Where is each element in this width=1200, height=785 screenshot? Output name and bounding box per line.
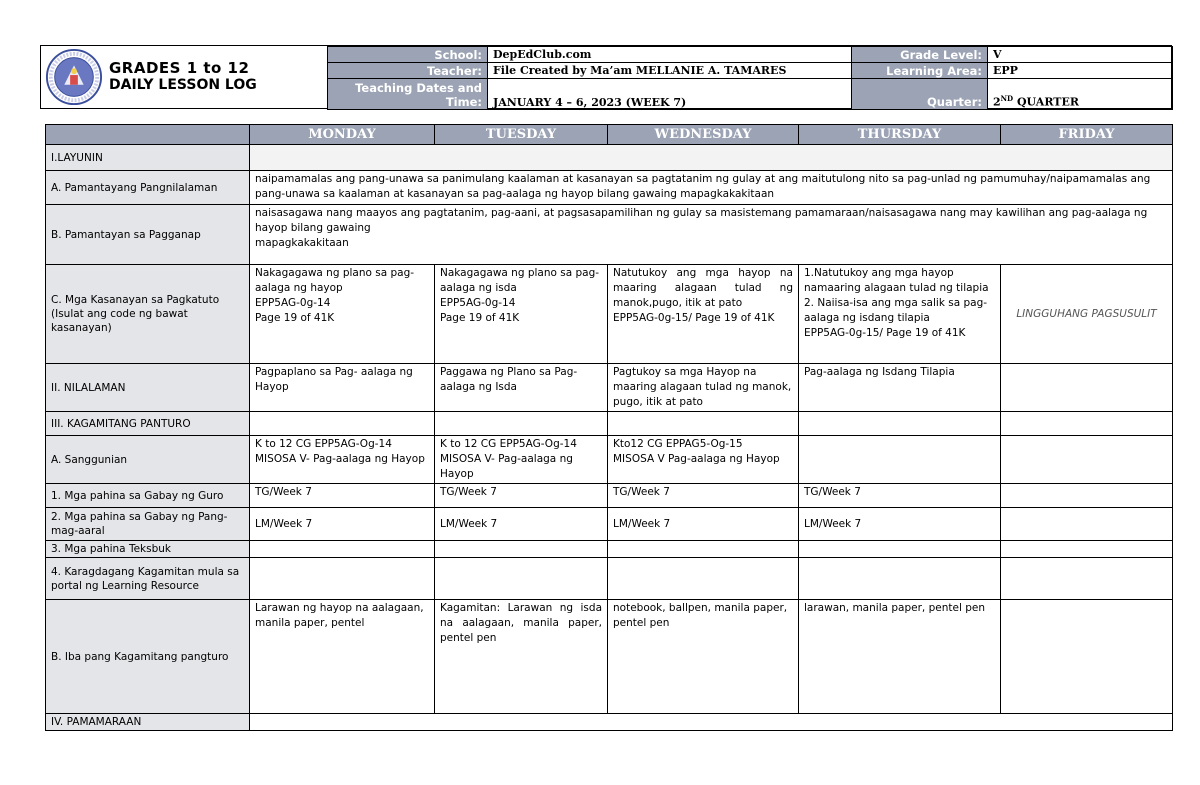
lesson-grid <box>45 124 1173 731</box>
kagamitan-tuesday <box>435 412 608 436</box>
portal-label: 4. Karagdagang Kagamitan mula sa portal ng Learning Resource <box>46 558 250 600</box>
teksbuk-tuesday <box>435 541 608 558</box>
kasanayan-tuesday: Nakagagawa ng plano sa pag-aalaga ng isda EPP5AG-0g-14 Page 19 of 41K <box>435 265 608 364</box>
guro-friday <box>1001 484 1173 508</box>
row-pamamaraan <box>46 714 1173 731</box>
day-tuesday: TUESDAY <box>435 125 608 145</box>
teksbuk-label: 3. Mga pahina Teksbuk <box>46 541 250 558</box>
school-label: School: <box>328 47 488 63</box>
magaaral-friday <box>1001 508 1173 541</box>
row-layunin <box>46 145 1173 171</box>
kasanayan-thursday: 1.Natutukoy ang mga hayop namaaring alagaan tulad ng tilapia 2. Naiisa-isa ang mga salik sa pag-aalaga ng isdang tilapia EPP5AG-0g-15/ Page 19 of 41K <box>799 265 1001 364</box>
row-pamantayang <box>46 171 1173 205</box>
iba-monday: Larawan ng hayop na aalagaan, manila paper, pentel <box>250 600 435 714</box>
layunin-content <box>250 145 1173 171</box>
info-table <box>327 46 1173 110</box>
iba-label: B. Iba pang Kagamitang pangturo <box>46 600 250 714</box>
magaaral-thursday: LM/Week 7 <box>799 508 1001 541</box>
pamamaraan-content <box>250 714 1173 731</box>
magaaral-tuesday: LM/Week 7 <box>435 508 608 541</box>
pamantayang-text: naipamamalas ang pang-unawa sa panimulang kaalaman at kasanayan sa pagtatanim ng gulay at ang maitutulong nito sa pag-unlad ng pamumuhay/naipamamalas ang pang-unawa sa kaalaman at kasanayan sa pag-aalaga ng hayop bilang gawaing mapagkakakitaan <box>250 171 1173 205</box>
row-nilalaman <box>46 364 1173 412</box>
deped-seal-icon <box>45 48 103 106</box>
day-monday: MONDAY <box>250 125 435 145</box>
sanggunian-label: A. Sanggunian <box>46 436 250 484</box>
corner-cell <box>46 125 250 145</box>
lesson-log-header <box>40 45 1172 109</box>
portal-friday <box>1001 558 1173 600</box>
area-value: EPP <box>988 63 1173 79</box>
kagamitan-friday <box>1001 412 1173 436</box>
dates-label-line1: Teaching Dates and <box>355 81 482 95</box>
title-line-1: GRADES 1 to 12 <box>109 59 250 77</box>
guro-thursday: TG/Week 7 <box>799 484 1001 508</box>
guro-wednesday: TG/Week 7 <box>608 484 799 508</box>
iba-friday <box>1001 600 1173 714</box>
row-pagganap <box>46 205 1173 265</box>
row-sanggunian <box>46 436 1173 484</box>
brand-block <box>41 46 327 108</box>
sanggunian-tuesday: K to 12 CG EPP5AG-Og-14 MISOSA V- Pag-aalaga ng Hayop <box>435 436 608 484</box>
pamamaraan-label: IV. PAMAMARAAN <box>46 714 250 731</box>
portal-wednesday <box>608 558 799 600</box>
area-label: Learning Area: <box>852 63 988 79</box>
row-guro <box>46 484 1173 508</box>
row-portal <box>46 558 1173 600</box>
teksbuk-friday <box>1001 541 1173 558</box>
quarter-label: Quarter: <box>852 79 988 110</box>
nilalaman-monday: Pagpaplano sa Pag- aalaga ng Hayop <box>250 364 435 412</box>
magaaral-wednesday: LM/Week 7 <box>608 508 799 541</box>
kagamitan-wednesday <box>608 412 799 436</box>
row-kasanayan <box>46 265 1173 364</box>
teacher-label: Teacher: <box>328 63 488 79</box>
kagamitan-monday <box>250 412 435 436</box>
kagamitan-thursday <box>799 412 1001 436</box>
pagganap-label: B. Pamantayan sa Pagganap <box>46 205 250 265</box>
layunin-label: I.LAYUNIN <box>46 145 250 171</box>
kasanayan-friday: LINGGUHANG PAGSUSULIT <box>1001 265 1173 364</box>
guro-label: 1. Mga pahina sa Gabay ng Guro <box>46 484 250 508</box>
dates-label <box>328 79 488 110</box>
magaaral-monday: LM/Week 7 <box>250 508 435 541</box>
row-kagamitan <box>46 412 1173 436</box>
quarter-value <box>988 79 1173 110</box>
day-friday: FRIDAY <box>1001 125 1173 145</box>
pagganap-text: naisasagawa nang maayos ang pagtatanim, pag-aani, at pagsasapamilihan ng gulay sa masistemang pamamaraan/naisasagawa nang may kawilihan ang pag-aalaga ng hayop bilang gawaing mapagkakakitaan <box>250 205 1173 265</box>
guro-tuesday: TG/Week 7 <box>435 484 608 508</box>
teksbuk-thursday <box>799 541 1001 558</box>
row-magaaral <box>46 508 1173 541</box>
teksbuk-monday <box>250 541 435 558</box>
quarter-num: 2 <box>993 96 1001 109</box>
quarter-rest: QUARTER <box>1013 96 1079 109</box>
day-header-row <box>46 125 1173 145</box>
magaaral-label: 2. Mga pahina sa Gabay ng Pang-mag-aaral <box>46 508 250 541</box>
nilalaman-friday <box>1001 364 1173 412</box>
sanggunian-thursday <box>799 436 1001 484</box>
portal-thursday <box>799 558 1001 600</box>
kasanayan-wednesday: Natutukoy ang mga hayop na maaring alagaan tulad ng manok,pugo, itik at pato EPP5AG-0g-15/ Page 19 of 41K <box>608 265 799 364</box>
row-iba <box>46 600 1173 714</box>
dates-label-line2: Time: <box>445 95 482 109</box>
iba-tuesday: Kagamitan: Larawan ng isda na aalagaan, manila paper, pentel pen <box>435 600 608 714</box>
school-value: DepEdClub.com <box>488 47 852 63</box>
sanggunian-wednesday: Kto12 CG EPPAG5-Og-15 MISOSA V Pag-aalaga ng Hayop <box>608 436 799 484</box>
grade-label: Grade Level: <box>852 47 988 63</box>
quarter-sup: ND <box>1000 94 1014 104</box>
pamantayang-label: A. Pamantayang Pangnilalaman <box>46 171 250 205</box>
row-teksbuk <box>46 541 1173 558</box>
nilalaman-tuesday: Paggawa ng Plano sa Pag-aalaga ng Isda <box>435 364 608 412</box>
day-thursday: THURSDAY <box>799 125 1001 145</box>
sanggunian-monday: K to 12 CG EPP5AG-Og-14 MISOSA V- Pag-aalaga ng Hayop <box>250 436 435 484</box>
iba-wednesday: notebook, ballpen, manila paper, pentel pen <box>608 600 799 714</box>
iba-thursday: larawan, manila paper, pentel pen <box>799 600 1001 714</box>
kagamitan-label: III. KAGAMITANG PANTURO <box>46 412 250 436</box>
portal-monday <box>250 558 435 600</box>
guro-monday: TG/Week 7 <box>250 484 435 508</box>
nilalaman-thursday: Pag-aalaga ng Isdang Tilapia <box>799 364 1001 412</box>
sanggunian-friday <box>1001 436 1173 484</box>
grade-value: V <box>988 47 1173 63</box>
nilalaman-label: II. NILALAMAN <box>46 364 250 412</box>
teacher-value: File Created by Ma’am MELLANIE A. TAMARES <box>488 63 852 79</box>
dates-value: JANUARY 4 – 6, 2023 (WEEK 7) <box>488 79 852 110</box>
title-line-2: DAILY LESSON LOG <box>109 77 257 93</box>
day-wednesday: WEDNESDAY <box>608 125 799 145</box>
kasanayan-label: C. Mga Kasanayan sa Pagkatuto (Isulat ang code ng bawat kasanayan) <box>46 265 250 364</box>
kasanayan-monday: Nakagagawa ng plano sa pag-aalaga ng hayop EPP5AG-0g-14 Page 19 of 41K <box>250 265 435 364</box>
teksbuk-wednesday <box>608 541 799 558</box>
nilalaman-wednesday: Pagtukoy sa mga Hayop na maaring alagaan tulad ng manok, pugo, itik at pato <box>608 364 799 412</box>
portal-tuesday <box>435 558 608 600</box>
